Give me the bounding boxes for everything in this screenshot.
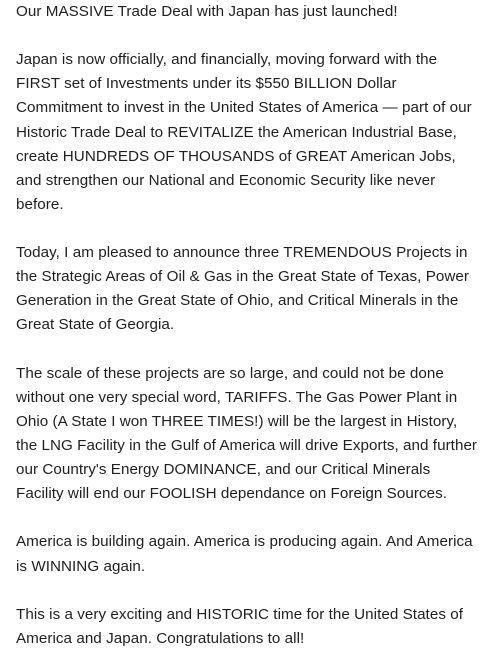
post-paragraph-closing: This is a very exciting and HISTORIC time for the United States of America and Japan. Congratulations to all! <box>16 605 464 647</box>
post-paragraph-america: America is building again. America is producing again. And America is WINNING again. <box>16 533 473 575</box>
post-paragraph-investment: Japan is now officially, and financially, moving forward with the FIRST set of Investments under its $550 BILLION Dollar Commitment to invest in the United States of America — part of our Historic Trade Deal to REVITALIZE the American Industrial Base, create HUNDREDS OF THOUSANDS of GREAT American Jobs, and strengthen our National and Economic Security like never before. <box>16 51 472 213</box>
post-paragraph-headline: Our MASSIVE Trade Deal with Japan has just launched! <box>16 3 398 20</box>
post-paragraph-projects: Today, I am pleased to announce three TREMENDOUS Projects in the Strategic Areas of Oil & Gas in the Great State of Texas, Power Generation in the Great State of Ohio, and Critical Minerals in the Great State of Georgia. <box>16 244 470 334</box>
post-body <box>16 0 482 651</box>
post-paragraph-scale: The scale of these projects are so large, and could not be done without one very special word, TARIFFS. The Gas Power Plant in Ohio (A State I won THREE TIMES!) will be the largest in History, the LNG Facility in the Gulf of America will drive Exports, and further our Country's Energy DOMINANCE, and our Critical Minerals Facility will end our FOOLISH dependance on Foreign Sources. <box>16 364 478 503</box>
